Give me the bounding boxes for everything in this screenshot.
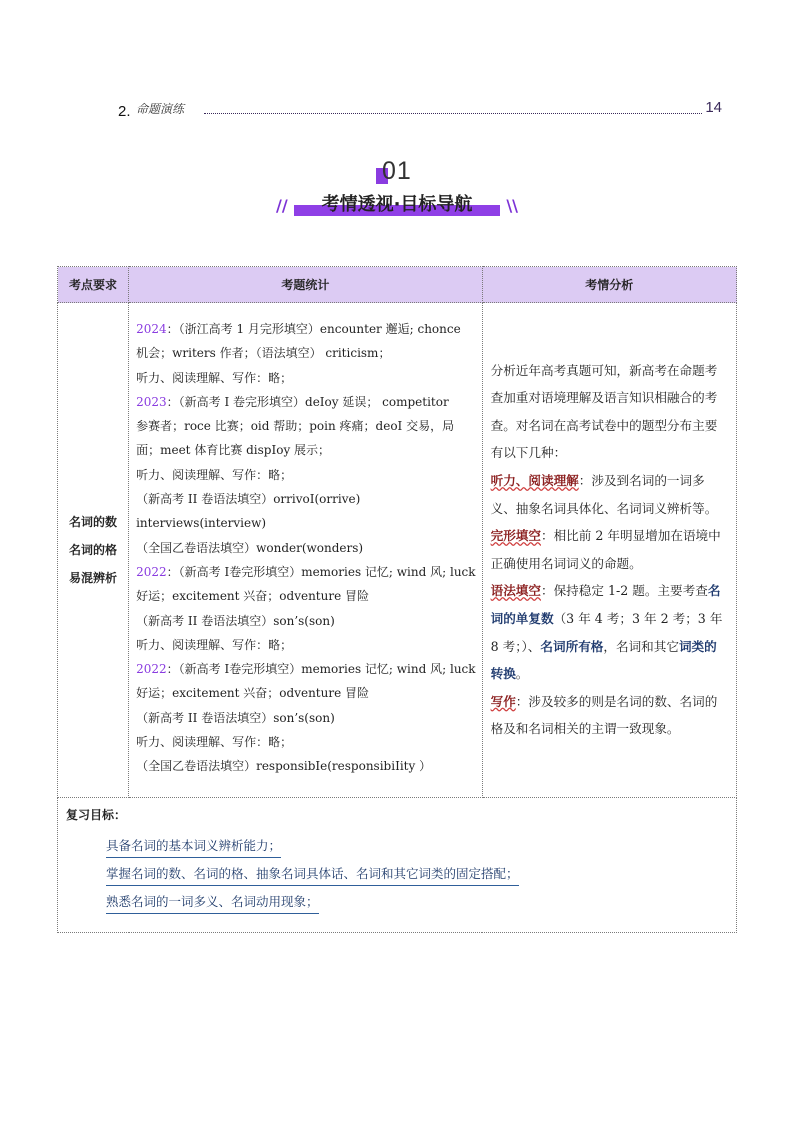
stat-line bbox=[136, 706, 476, 730]
stat-text: （全国乙卷语法填空）wonder(wonders) bbox=[136, 540, 364, 555]
toc-leader-dots bbox=[204, 113, 702, 114]
stat-text: （全国乙卷语法填空）responsibIe(responsibiIity ） bbox=[136, 759, 432, 774]
stat-text: 参赛者；roce 比赛；oid 帮助；poin 疼痛；deoI 交易，局 bbox=[136, 419, 455, 434]
toc-label: 命题演练 bbox=[136, 102, 185, 116]
stat-year: 2024 bbox=[136, 322, 167, 336]
section-number-text: 01 bbox=[382, 157, 412, 185]
analysis-text: ：相比前 2 年明显增加在语境中正确使用名词词义的命题。 bbox=[490, 528, 721, 571]
goals-row bbox=[58, 797, 737, 932]
requirement-line: 名词的数 bbox=[69, 514, 118, 529]
stat-line bbox=[136, 438, 476, 462]
stat-text: 好运；excitement 兴奋；odventure 冒险 bbox=[136, 686, 370, 701]
exam-analysis-table bbox=[57, 266, 737, 933]
section-number bbox=[382, 157, 412, 186]
stat-line bbox=[136, 657, 476, 681]
stat-line bbox=[136, 730, 476, 754]
analysis-text: （3 年 4 考；3 年 2 考；3 年 8 考；）、 bbox=[490, 611, 723, 654]
header-statistics: 考题统计 bbox=[129, 267, 483, 303]
analysis-writing bbox=[491, 688, 728, 743]
header-analysis: 考情分析 bbox=[482, 267, 736, 303]
analysis-grammar bbox=[491, 577, 728, 687]
stat-text: （新高考 II 卷语法填空）orrivoI(orrive) bbox=[136, 492, 361, 507]
analysis-label: 完形填空 bbox=[490, 528, 541, 544]
analysis-text: ：保持稳定 1-2 题。主要考查 bbox=[540, 583, 708, 599]
stat-line bbox=[136, 341, 476, 365]
review-goal-item: 熟悉名词的一词多义、名词动用现象； bbox=[106, 892, 319, 914]
stat-text: 面；meet 体育比赛 dispIoy 展示； bbox=[136, 443, 331, 458]
analysis-label: 听力、阅读理解 bbox=[490, 473, 579, 489]
table-header-row bbox=[58, 267, 737, 303]
stat-text: ：（新高考 I卷完形填空）memories 记忆; wind 风; luck bbox=[166, 564, 476, 579]
toc-number: 2. bbox=[118, 103, 131, 120]
analysis-text: ：涉及到名词的一词多义、抽象名词具体化、名词词义辨析等。 bbox=[490, 473, 718, 516]
stat-line bbox=[136, 487, 476, 511]
stat-line bbox=[136, 317, 476, 341]
slash-left-decoration: // bbox=[276, 196, 288, 215]
section-title: 考情透视·目标导航 bbox=[321, 194, 473, 215]
stat-text: （新高考 II 卷语法填空）son’s(son) bbox=[136, 613, 335, 628]
stat-line bbox=[136, 414, 476, 438]
analysis-text: 。 bbox=[515, 666, 529, 682]
statistics-cell bbox=[129, 303, 483, 798]
toc-page-number: 14 bbox=[705, 99, 722, 116]
stat-year: 2022 bbox=[136, 662, 167, 677]
review-goal-item: 具备名词的基本词义辨析能力； bbox=[106, 836, 281, 858]
stat-text: 机会；writers 作者；（语法填空） criticism； bbox=[136, 346, 391, 361]
analysis-emphasis: 名词所有格 bbox=[540, 638, 604, 654]
stat-line bbox=[136, 633, 476, 657]
stat-line bbox=[136, 754, 476, 778]
stat-year: 2022 bbox=[136, 564, 167, 579]
stat-line bbox=[136, 463, 476, 487]
analysis-text: ：涉及较多的则是名词的数、名词的格及和名词相关的主谓一致现象。 bbox=[490, 693, 718, 737]
requirement-line: 易混辨析 bbox=[69, 570, 118, 585]
analysis-emphasis: 词类的转换 bbox=[490, 638, 717, 682]
table-row bbox=[58, 303, 737, 798]
stat-text: 听力、阅读理解、写作：略； bbox=[136, 467, 293, 482]
section-title-banner bbox=[276, 188, 518, 220]
analysis-label: 写作 bbox=[490, 693, 516, 709]
stat-line bbox=[136, 609, 476, 633]
stat-text: （新高考 II 卷语法填空）son’s(son) bbox=[136, 710, 335, 725]
analysis-label: 语法填空 bbox=[490, 583, 541, 599]
stat-year: 2023 bbox=[136, 394, 167, 409]
analysis-text: ，名词和其它 bbox=[603, 638, 679, 654]
stat-line bbox=[136, 536, 476, 560]
stat-line bbox=[136, 366, 476, 390]
stat-line bbox=[136, 390, 476, 414]
analysis-cloze bbox=[491, 522, 728, 577]
analysis-cell bbox=[482, 303, 736, 798]
stat-text: ：（新高考 I 卷完形填空）deIoy 延误； competitor bbox=[166, 394, 449, 409]
header-requirement: 考点要求 bbox=[58, 267, 129, 303]
requirement-cell bbox=[58, 303, 129, 798]
toc-entry[interactable] bbox=[118, 99, 722, 121]
slash-right-decoration: \\ bbox=[506, 196, 518, 215]
review-goals-heading: 复习目标： bbox=[66, 807, 127, 822]
stat-line bbox=[136, 681, 476, 705]
stat-text: ：（浙江高考 1 月完形填空）encounter 邂逅; chonce bbox=[166, 322, 461, 336]
stat-text: interviews(interview) bbox=[136, 516, 267, 531]
stat-text: 听力、阅读理解、写作：略； bbox=[136, 370, 293, 385]
analysis-listening-reading bbox=[491, 467, 728, 522]
stat-line bbox=[136, 584, 476, 608]
stat-text: ：（新高考 I卷完形填空）memories 记忆; wind 风; luck bbox=[166, 662, 476, 677]
requirement-line: 名词的格 bbox=[69, 542, 118, 557]
review-goal-item: 掌握名词的数、名词的格、抽象名词具体话、名词和其它词类的固定搭配； bbox=[106, 864, 519, 886]
stat-text: 好运；excitement 兴奋；odventure 冒险 bbox=[136, 589, 370, 604]
review-goals-cell bbox=[58, 797, 737, 932]
analysis-emphasis: 名词的单复数 bbox=[490, 583, 721, 626]
stat-line bbox=[136, 511, 476, 535]
analysis-intro: 分析近年高考真题可知，新高考在命题考查加重对语境理解及语言知识相融合的考查。对名词在高考试卷中的题型分布主要有以下几种： bbox=[490, 362, 718, 461]
stat-line bbox=[136, 560, 476, 584]
stat-text: 听力、阅读理解、写作：略； bbox=[136, 637, 293, 652]
stat-text: 听力、阅读理解、写作：略； bbox=[136, 735, 293, 750]
